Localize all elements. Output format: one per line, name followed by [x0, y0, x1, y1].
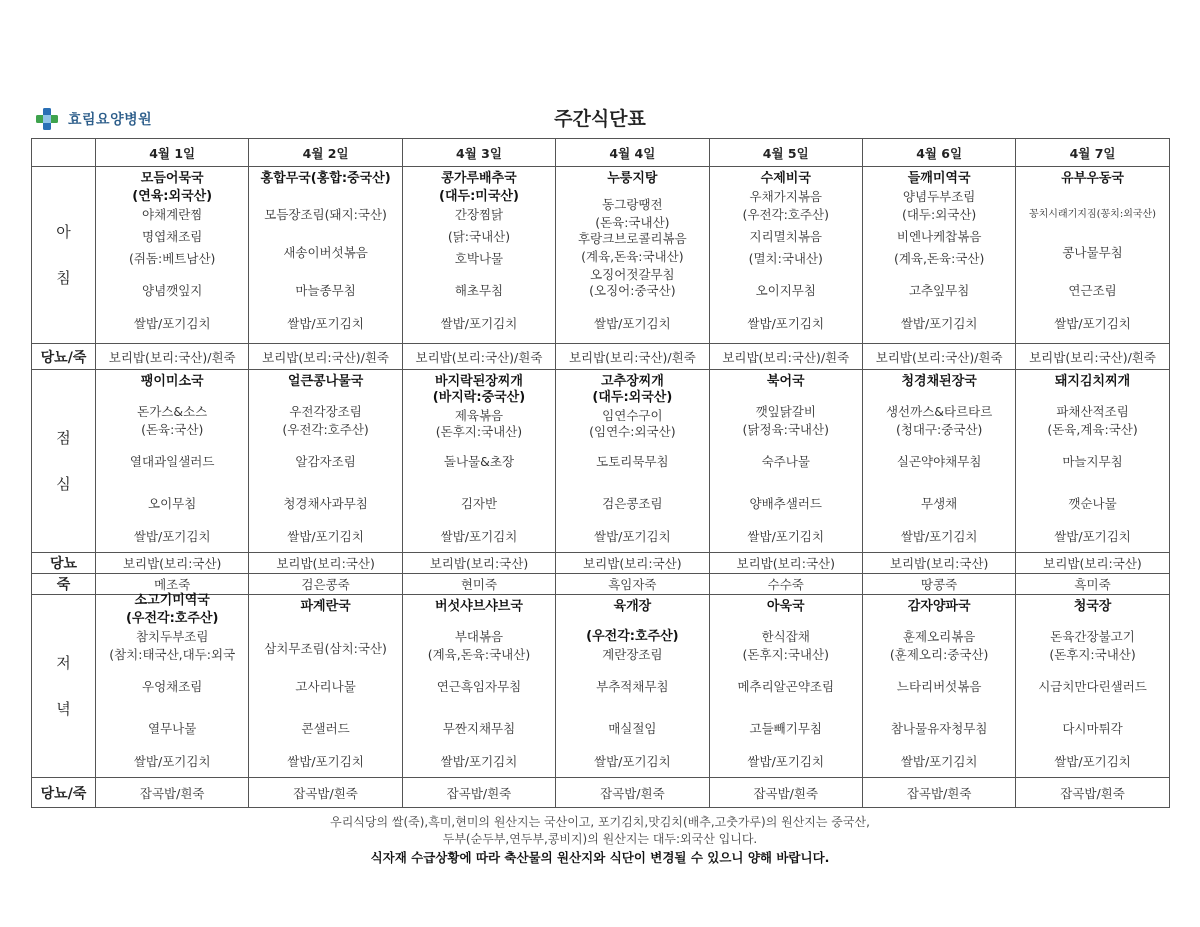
menu-item: 쌀밥/포기김치	[594, 316, 671, 331]
menu-item: 매실절임	[608, 721, 657, 736]
menu-item: 쌀밥/포기김치	[594, 754, 671, 769]
menu-item: (계육,돈육:국산)	[893, 251, 985, 266]
menu-item: 해초무침	[454, 283, 504, 298]
row-value: 현미죽	[402, 574, 555, 595]
menu-cell	[1016, 595, 1169, 778]
menu-item: (오징어:중국산)	[589, 283, 676, 298]
row-value: 보리밥(보리:국산)/흰죽	[96, 344, 249, 370]
meal-label-char: 심	[56, 475, 71, 493]
menu-cell	[556, 370, 709, 553]
menu-item: 쌀밥/포기김치	[900, 529, 978, 544]
menu-item: 호박나물	[454, 251, 504, 266]
soup-item: 소고기미역국	[134, 593, 210, 608]
row-value: 보리밥(보리:국산)/흰죽	[709, 344, 862, 370]
menu-item: (돈육,계육:국산)	[1047, 422, 1138, 437]
row-value: 보리밥(보리:국산)	[709, 553, 862, 574]
day-header: 4월 1일	[96, 139, 249, 167]
header-row	[32, 139, 1170, 167]
row-value: 잡곡밥/흰죽	[556, 778, 709, 808]
menu-item: 한식잡채	[761, 629, 810, 644]
soup-item: 북어국	[766, 374, 805, 389]
soup-item: 팽이미소국	[140, 374, 204, 389]
soup-item: 파계란국	[300, 599, 351, 614]
menu-item: 쌀밥/포기김치	[900, 316, 978, 331]
meal-label-char: 침	[56, 269, 71, 287]
soup-item: 고추장찌개	[600, 374, 664, 389]
menu-item: (돈후지:국내산)	[742, 647, 829, 662]
meal-row-lunch	[32, 370, 1170, 553]
menu-item: 쌀밥/포기김치	[440, 529, 518, 544]
meal-label-char: 아	[56, 223, 71, 241]
soup-item: 콩가루배추국	[441, 171, 517, 186]
menu-item: 쌀밥/포기김치	[900, 754, 978, 769]
menu-item: (멸치:국내산)	[748, 251, 823, 266]
menu-item: 훈제오리볶음	[902, 629, 976, 644]
menu-cell	[402, 370, 555, 553]
menu-item: 후랑크브로콜리볶음	[578, 231, 687, 246]
menu-item: (돈육:국산)	[141, 422, 204, 437]
row-value: 잡곡밥/흰죽	[709, 778, 862, 808]
menu-item: 삼치무조림(삼치:국산)	[264, 641, 387, 656]
row-value: 흑미죽	[1016, 574, 1169, 595]
soup-item: 모듬어묵국	[140, 171, 204, 186]
menu-cell	[556, 595, 709, 778]
menu-cell	[862, 167, 1015, 344]
row-lunch-diabetic	[32, 553, 1170, 574]
menu-item: (임연수:외국산)	[589, 424, 676, 439]
menu-item: 쌀밥/포기김치	[133, 316, 211, 331]
menu-item: 연근조림	[1068, 283, 1117, 298]
origin-note-line-1: 우리식당의 쌀(죽),흑미,현미의 원산지는 국산이고, 포기김치,맛김치(배추,고춧가루)의 원산지는 중국산,	[330, 815, 870, 829]
day-header: 4월 4일	[556, 139, 709, 167]
menu-item: 무짠지채무침	[442, 721, 516, 736]
row-value: 보리밥(보리:국산)	[556, 553, 709, 574]
menu-item: 마늘종무침	[295, 283, 356, 298]
menu-cell	[1016, 167, 1169, 344]
menu-item: 쌀밥/포기김치	[440, 316, 518, 331]
menu-item: 파채산적조림	[1056, 404, 1129, 419]
soup-item: 수제비국	[760, 171, 811, 186]
menu-item: 명엽채조림	[142, 229, 203, 244]
meal-row-breakfast	[32, 167, 1170, 344]
soup-item: 청국장	[1073, 599, 1112, 614]
menu-item: 청경채사과무침	[283, 496, 368, 511]
menu-item: 우엉채조림	[142, 679, 203, 694]
menu-item: (대두:미국산)	[439, 189, 519, 204]
meal-row-dinner	[32, 595, 1170, 778]
menu-cell	[1016, 370, 1169, 553]
menu-item: 무생채	[921, 496, 958, 511]
menu-item: (계육,돈육:국내산)	[581, 249, 684, 264]
menu-item: 새송이버섯볶음	[283, 245, 368, 260]
menu-item: (닭정육:국내산)	[742, 422, 829, 437]
row-label-breakfast-diabetic: 당뇨/죽	[32, 344, 96, 370]
menu-cell	[709, 595, 862, 778]
menu-item: 콩나물무침	[1062, 245, 1123, 260]
day-header: 4월 7일	[1016, 139, 1169, 167]
row-value: 보리밥(보리:국산)	[402, 553, 555, 574]
menu-item: 참치두부조림	[135, 629, 209, 644]
row-dinner-diabetic	[32, 778, 1170, 808]
soup-item: 유부우동국	[1061, 171, 1124, 186]
menu-item: 쌀밥/포기김치	[133, 529, 211, 544]
menu-item: (청대구:중국산)	[895, 422, 983, 437]
menu-item: 양배추샐러드	[749, 496, 822, 511]
soup-item: 바지락된장찌개	[435, 374, 523, 389]
menu-item: (쥐돔:베트남산)	[128, 251, 216, 266]
row-value: 보리밥(보리:국산)/흰죽	[556, 344, 709, 370]
menu-item: 간장찜닭	[454, 207, 504, 222]
menu-item: (돈후지:국내산)	[435, 424, 523, 439]
menu-item: 실곤약야채무침	[896, 454, 982, 469]
row-value: 보리밥(보리:국산)/흰죽	[862, 344, 1015, 370]
menu-item: 돌나물&초장	[443, 454, 515, 469]
menu-cell	[96, 370, 249, 553]
menu-item: (훈제오리:중국산)	[889, 647, 989, 662]
menu-item: 쌀밥/포기김치	[594, 529, 671, 544]
menu-item: 메추리알곤약조림	[737, 679, 835, 694]
day-header: 4월 6일	[862, 139, 1015, 167]
row-value: 보리밥(보리:국산)	[862, 553, 1015, 574]
soup-item: 들깨미역국	[907, 171, 971, 186]
row-breakfast-diabetic	[32, 344, 1170, 370]
soup-item: 감자양파국	[907, 599, 971, 614]
menu-item: 알감자조림	[295, 454, 356, 469]
menu-item: 부대볶음	[454, 629, 504, 644]
menu-item: (연육:외국산)	[132, 189, 213, 204]
menu-item: 돈가스&소스	[137, 404, 208, 419]
hospital-name: 효림요양병원	[68, 112, 153, 128]
menu-cell	[249, 370, 402, 553]
menu-item: (대두:외국산)	[901, 207, 977, 222]
menu-item: (돈육:국내산)	[595, 215, 670, 230]
menu-item: 쌀밥/포기김치	[747, 754, 825, 769]
menu-item: 비엔나케찹볶음	[896, 229, 982, 244]
row-value: 메조죽	[96, 574, 249, 595]
menu-item: (대두:외국산)	[592, 390, 673, 405]
menu-cell	[556, 167, 709, 344]
menu-item: 김자반	[460, 496, 498, 511]
menu-item: 꽁치시래기지짐(꽁치:외국산)	[1028, 209, 1157, 220]
menu-item: 마늘지무침	[1062, 454, 1123, 469]
corner-cell	[32, 139, 96, 167]
row-value: 보리밥(보리:국산)/흰죽	[249, 344, 402, 370]
menu-item: 고들빼기무침	[749, 721, 822, 736]
menu-cell	[862, 595, 1015, 778]
menu-item: (바지락:중국산)	[432, 390, 526, 405]
row-label-dinner-diabetic: 당뇨/죽	[32, 778, 96, 808]
weekly-menu-table	[31, 138, 1170, 808]
menu-item: 오이무침	[148, 496, 197, 511]
menu-cell	[709, 167, 862, 344]
menu-item: 제육볶음	[454, 408, 504, 423]
soup-item: 돼지김치찌개	[1054, 374, 1131, 389]
menu-item: 쌀밥/포기김치	[747, 316, 825, 331]
menu-item: 쌀밥/포기김치	[287, 316, 364, 331]
day-header: 4월 3일	[402, 139, 555, 167]
row-value: 흑임자죽	[556, 574, 709, 595]
row-value: 잡곡밥/흰죽	[862, 778, 1015, 808]
menu-cell	[402, 595, 555, 778]
change-notice: 식자재 수급상황에 따라 축산물의 원산지와 식단이 변경될 수 있으니 양해 바랍니다.	[370, 850, 830, 865]
row-value: 잡곡밥/흰죽	[1016, 778, 1169, 808]
menu-item: 쌀밥/포기김치	[1054, 316, 1131, 331]
menu-item: 야채계란찜	[142, 207, 203, 222]
menu-item: (참치:태국산,대두:외국	[109, 647, 236, 662]
menu-item: 임연수구이	[602, 408, 663, 423]
meal-label-dinner	[32, 595, 96, 778]
menu-cell	[862, 370, 1015, 553]
menu-item: 생선까스&타르타르	[885, 404, 993, 419]
menu-item: 연근흑임자무침	[436, 679, 522, 694]
menu-cell	[249, 167, 402, 344]
row-value: 잡곡밥/흰죽	[249, 778, 402, 808]
menu-cell	[402, 167, 555, 344]
menu-cell	[96, 167, 249, 344]
menu-cell	[709, 370, 862, 553]
meal-label-char: 저	[56, 654, 71, 672]
menu-item: 쌀밥/포기김치	[287, 754, 364, 769]
row-lunch-porridge	[32, 574, 1170, 595]
row-value: 보리밥(보리:국산)	[1016, 553, 1169, 574]
menu-item: (우전각:호주산)	[742, 207, 829, 222]
menu-cell	[96, 595, 249, 778]
menu-item: 계란장조림	[602, 647, 663, 662]
menu-item: 오이지무침	[755, 283, 816, 298]
row-label-lunch-diabetic: 당뇨	[32, 553, 96, 574]
menu-item: 오징어젓갈무침	[590, 267, 675, 282]
row-value: 보리밥(보리:국산)	[249, 553, 402, 574]
menu-item: 쌀밥/포기김치	[1054, 529, 1131, 544]
menu-item: 깻순나물	[1068, 496, 1117, 511]
menu-item: 콘샐러드	[301, 721, 350, 736]
menu-item: 깻잎닭갈비	[755, 404, 816, 419]
menu-item: 숙주나물	[761, 454, 810, 469]
row-value: 수수죽	[709, 574, 862, 595]
menu-item: (계육,돈육:국내산)	[427, 647, 531, 662]
menu-item: (닭:국내산)	[447, 229, 511, 244]
menu-item: 우전각장조림	[289, 404, 362, 419]
menu-item: 쌀밥/포기김치	[1054, 754, 1131, 769]
meal-label-char: 점	[56, 429, 71, 447]
meal-label-char: 녁	[56, 700, 71, 718]
menu-item: 부추적채무침	[596, 679, 669, 694]
row-value: 보리밥(보리:국산)/흰죽	[1016, 344, 1169, 370]
menu-item: 양념두부조림	[902, 189, 976, 204]
menu-item: 동그랑땡전	[602, 197, 663, 212]
notes	[0, 814, 1200, 866]
origin-note-line-2: 두부(순두부,연두부,콩비지)의 원산지는 대두:외국산 입니다.	[442, 832, 758, 846]
menu-item: 고추잎무침	[908, 283, 970, 298]
menu-item: 열무나물	[148, 721, 197, 736]
menu-item: (우전각:호주산)	[125, 611, 219, 626]
menu-item: 검은콩조림	[602, 496, 663, 511]
menu-item: 도토리묵무침	[596, 454, 669, 469]
soup-item: 청경채된장국	[901, 374, 977, 389]
row-value: 잡곡밥/흰죽	[96, 778, 249, 808]
menu-item: 열대과일샐러드	[129, 454, 215, 469]
row-value: 보리밥(보리:국산)	[96, 553, 249, 574]
menu-cell	[249, 595, 402, 778]
day-header: 4월 5일	[709, 139, 862, 167]
row-label-lunch-porridge: 죽	[32, 574, 96, 595]
menu-item: (우전각:호주산)	[282, 422, 369, 437]
row-value: 잡곡밥/흰죽	[402, 778, 555, 808]
menu-item: 돈육간장불고기	[1050, 629, 1135, 644]
menu-item: 쌀밥/포기김치	[287, 529, 364, 544]
row-value: 보리밥(보리:국산)/흰죽	[402, 344, 555, 370]
page-title: 주간식단표	[554, 108, 646, 130]
soup-item: 홍합무국(홍합:중국산)	[260, 171, 391, 186]
menu-item: 지리멸치볶음	[749, 229, 822, 244]
menu-item: (우전각:호주산)	[586, 629, 679, 644]
row-value: 땅콩죽	[862, 574, 1015, 595]
soup-item: 아욱국	[766, 599, 805, 614]
soup-item: 누룽지탕	[607, 171, 658, 186]
menu-item: 고사리나물	[295, 679, 356, 694]
menu-item: 시금치만다린샐러드	[1038, 679, 1147, 694]
menu-item: 다시마튀각	[1062, 721, 1123, 736]
soup-item: 육개장	[613, 599, 652, 614]
day-header: 4월 2일	[249, 139, 402, 167]
menu-item: 느타리버섯볶음	[896, 679, 982, 694]
menu-item: 참나물유자청무침	[890, 721, 988, 736]
soup-item: 얼큰콩나물국	[287, 374, 364, 389]
soup-item: 버섯샤브샤브국	[435, 599, 523, 614]
menu-item: 양념깻잎지	[142, 283, 203, 298]
row-value: 검은콩죽	[249, 574, 402, 595]
meal-label-breakfast	[32, 167, 96, 344]
meal-label-lunch	[32, 370, 96, 553]
menu-item: 모듬장조림(돼지:국산)	[264, 207, 387, 222]
menu-item: (돈후지:국내산)	[1049, 647, 1136, 662]
menu-item: 우채가지볶음	[749, 189, 822, 204]
menu-item: 쌀밥/포기김치	[133, 754, 211, 769]
menu-item: 쌀밥/포기김치	[747, 529, 825, 544]
menu-item: 쌀밥/포기김치	[440, 754, 518, 769]
